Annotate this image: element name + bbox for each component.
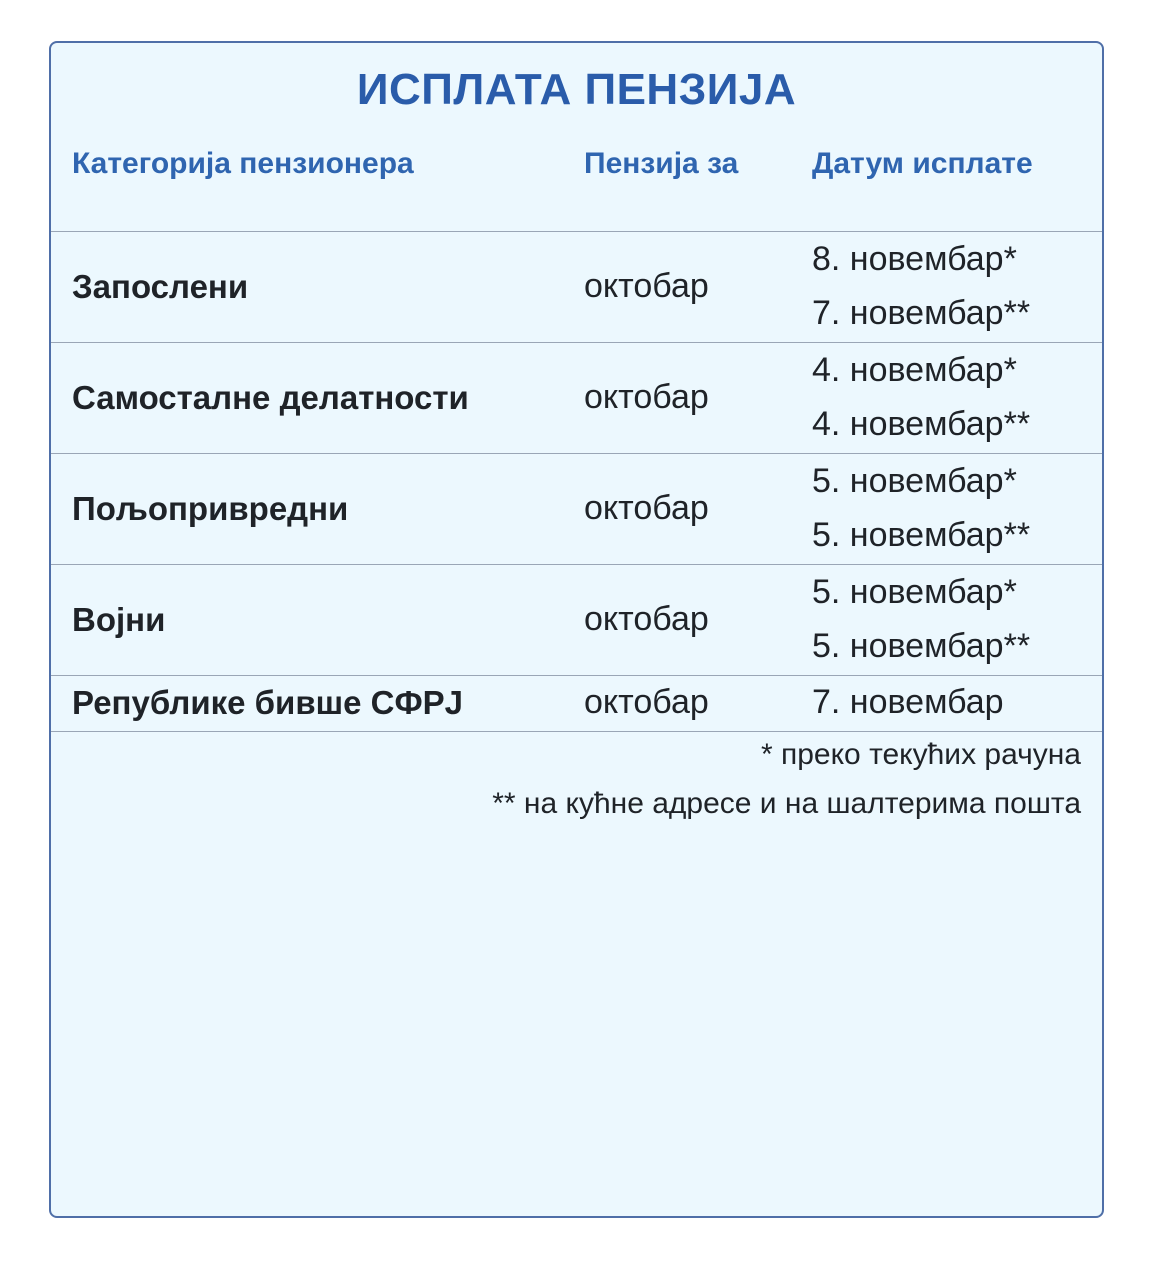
- row-month: октобар: [584, 378, 709, 416]
- row-date-bank: 5. новембар*: [812, 462, 1017, 500]
- table-row-agricultural: [51, 453, 1102, 564]
- row-month: октобар: [584, 489, 709, 527]
- row-date-home: 4. новембар**: [812, 405, 1031, 443]
- row-category: Самосталне делатности: [72, 379, 469, 416]
- row-category: Пољопривредни: [72, 490, 349, 527]
- footnote-bank-accounts: * преко текућих рачуна: [760, 738, 1081, 771]
- row-date-bank: 4. новембар*: [812, 351, 1017, 389]
- table-row-self-employed: [51, 342, 1102, 453]
- row-month: октобар: [584, 683, 709, 721]
- row-date-home: 5. новембар**: [812, 627, 1031, 665]
- table-bottom-divider: [51, 731, 1102, 732]
- row-date-bank: 5. новембар*: [812, 573, 1017, 611]
- row-category: Војни: [72, 601, 166, 638]
- table-row-employed: [51, 231, 1102, 342]
- column-header-pension-for: Пензија за: [584, 147, 739, 180]
- column-header-payment-date: Датум исплате: [812, 147, 1033, 180]
- row-category: Запослени: [72, 268, 249, 305]
- row-date: 7. новембар: [812, 683, 1004, 721]
- pension-payment-card: [49, 41, 1104, 1218]
- table-row-former-sfry: [51, 675, 1102, 731]
- table-row-military: [51, 564, 1102, 675]
- page-title: ИСПЛАТА ПЕНЗИЈА: [356, 65, 797, 114]
- column-header-category: Категорија пензионера: [72, 147, 414, 180]
- footnote-home-delivery: ** на кућне адресе и на шалтерима пошта: [492, 787, 1081, 820]
- row-date-home: 7. новембар**: [812, 294, 1031, 332]
- row-date-home: 5. новембар**: [812, 516, 1031, 554]
- row-date-bank: 8. новембар*: [812, 240, 1017, 278]
- row-category: Републике бивше СФРЈ: [72, 684, 464, 721]
- row-month: октобар: [584, 600, 709, 638]
- row-month: октобар: [584, 267, 709, 305]
